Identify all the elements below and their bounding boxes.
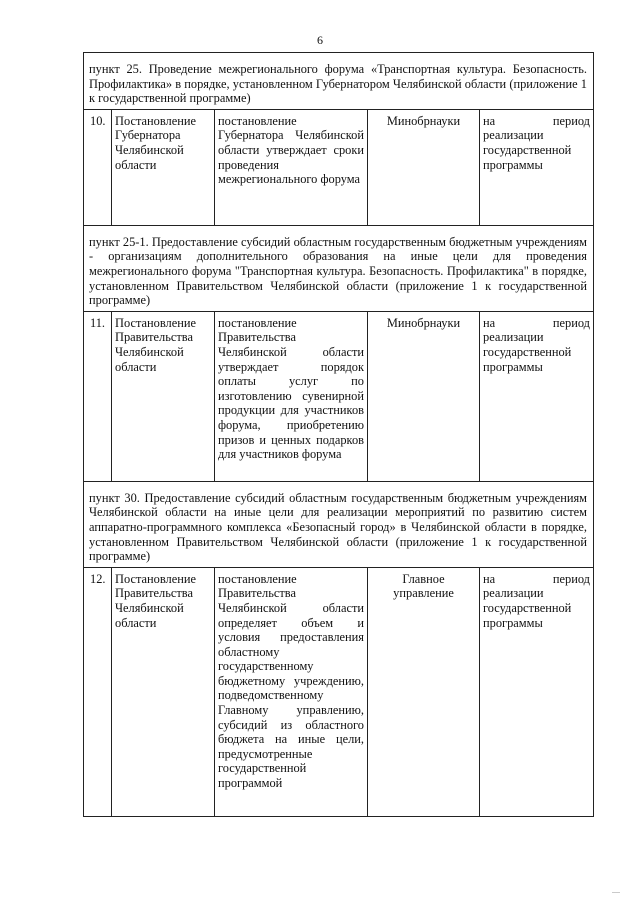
act-description: постановление Губернатора Челябинской области утверждает сроки проведения межрегионального форума <box>215 110 368 225</box>
act-type: Постановление Правительства Челябинской области <box>112 312 215 481</box>
section-header-25: пункт 25. Проведение межрегионального форума «Транспортная культура. Безопасность. Профилактика» в порядке, установленном Губернатором Челябинской области (приложение 1 к государственной программе) <box>84 53 593 110</box>
term-word: период <box>552 113 590 128</box>
table-row <box>84 568 593 816</box>
row-number: 11. <box>84 312 112 481</box>
act-type: Постановление Правительства Челябинской области <box>112 568 215 816</box>
act-type: Постановление Губернатора Челябинской области <box>112 110 215 225</box>
term-prefix: на <box>483 315 496 330</box>
table-row <box>84 312 593 482</box>
term-prefix: на <box>483 571 496 586</box>
term <box>480 110 593 225</box>
row-number: 12. <box>84 568 112 816</box>
term-word: период <box>552 315 590 330</box>
term-rest: реализации государственной программы <box>483 586 572 630</box>
measures-table <box>83 52 594 817</box>
act-description: постановление Правительства Челябинской области определяет объем и условия предоставления областному государственному бюджетному учреждению, подведомственному Главному управлению, субсидий из областного бюджета на иные цели, предусмотренные государственной программой <box>215 568 368 816</box>
table-row <box>84 110 593 226</box>
term-rest: реализации государственной программы <box>483 128 572 172</box>
act-description: постановление Правительства Челябинской области утверждает порядок оплаты услуг по изготовлению сувенирной продукции для участников форума, приобретению призов и ценных подарков для участников форума <box>215 312 368 481</box>
section-header-30: пункт 30. Предоставление субсидий областным государственным бюджетным учреждениям Челябинской области на иные цели для реализации мероприятий по развитию систем аппаратно-программного комплекса «Безопасный город» в Челябинской области в порядке, установленном Правительством Челябинской области (приложение 1 к государственной программе) <box>84 482 593 568</box>
term-word: период <box>552 571 590 586</box>
page-number: 6 <box>317 33 323 47</box>
term-rest: реализации государственной программы <box>483 330 572 374</box>
term-prefix: на <box>483 113 496 128</box>
responsible-executor: Главное управление <box>368 568 480 816</box>
responsible-executor: Минобрнауки <box>368 110 480 225</box>
scan-corner-mark: .... <box>612 886 620 895</box>
section-header-25-1: пункт 25-1. Предоставление субсидий областным государственным бюджетным учреждениям - организациям дополнительного образования на иные цели для проведения межрегионального форума "Транспортная культура. Безопасность. Профилактика" в порядке, установленном Правительством Челябинской области (приложение 1 к государственной программе) <box>84 226 593 312</box>
row-number: 10. <box>84 110 112 225</box>
responsible-executor: Минобрнауки <box>368 312 480 481</box>
term <box>480 568 593 816</box>
term <box>480 312 593 481</box>
